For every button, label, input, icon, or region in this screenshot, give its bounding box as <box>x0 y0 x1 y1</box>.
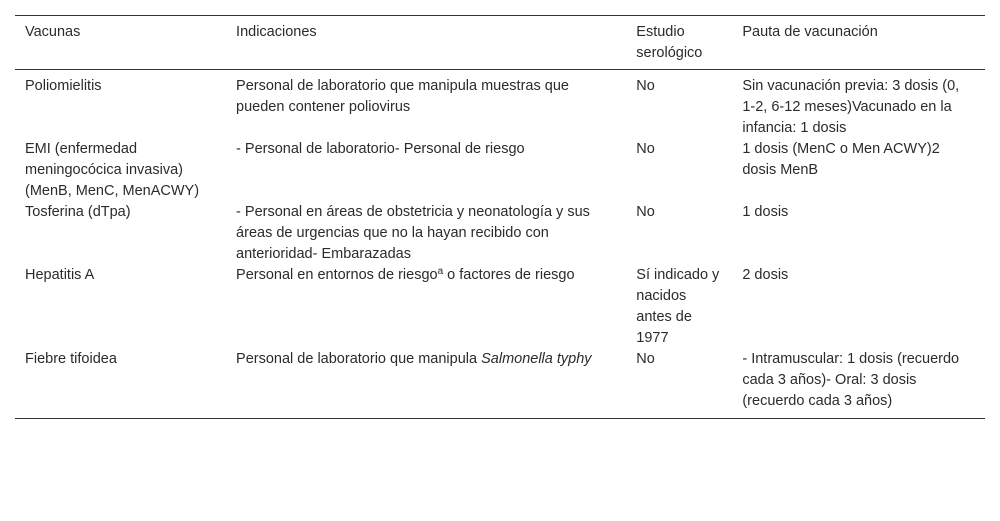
cell-serology: No <box>636 351 655 367</box>
header-serology: Estudio serológico <box>636 24 703 61</box>
header-schedule: Pauta de vacunación <box>742 24 878 40</box>
cell-schedule: 2 dosis <box>742 267 789 283</box>
cell-vaccine: Poliomielitis <box>25 78 102 94</box>
vaccination-table <box>15 15 985 419</box>
cell-indications <box>226 265 626 349</box>
table-row <box>15 70 985 140</box>
table-row <box>15 349 985 419</box>
cell-indications: Personal de laboratorio que manipula muestras que pueden contener poliovirus <box>236 78 569 115</box>
cell-schedule: - Intramuscular: 1 dosis (recuerdo cada 3 años)- Oral: 3 dosis (recuerdo cada 3 años) <box>742 351 960 409</box>
cell-indications: - Personal en áreas de obstetricia y neonatología y sus áreas de urgencias que no la hayan recibido con anterioridad- Embarazadas <box>236 204 590 262</box>
indications-text: Personal de laboratorio que manipula <box>236 351 482 367</box>
table-row <box>15 202 985 265</box>
cell-schedule: Sin vacunación previa: 3 dosis (0, 1-2, 6-12 meses)Vacunado en la infancia: 1 dosis <box>742 78 960 136</box>
header-vaccines: Vacunas <box>25 24 81 40</box>
cell-schedule: 1 dosis <box>742 204 789 220</box>
cell-schedule: 1 dosis (MenC o Men ACWY)2 dosis MenB <box>742 141 940 178</box>
cell-vaccine: Hepatitis A <box>25 267 95 283</box>
cell-vaccine: Tosferina (dTpa) <box>25 204 131 220</box>
footnote-marker: a <box>437 266 444 277</box>
table-header-row <box>15 16 985 70</box>
cell-vaccine: Fiebre tifoidea <box>25 351 117 367</box>
cell-vaccine: EMI (enfermedad meningocócica invasiva) (MenB, MenC, MenACWY) <box>25 141 200 199</box>
cell-indications: - Personal de laboratorio- Personal de riesgo <box>236 141 525 157</box>
cell-serology: Sí indicado y nacidos antes de 1977 <box>636 267 720 346</box>
cell-serology: No <box>636 141 655 157</box>
header-indications: Indicaciones <box>236 24 317 40</box>
table-row <box>15 139 985 202</box>
indications-text: Personal en entornos de riesgo <box>236 267 438 283</box>
cell-serology: No <box>636 78 655 94</box>
cell-serology: No <box>636 204 655 220</box>
species-name: Salmonella typhy <box>481 351 592 367</box>
table-row <box>15 265 985 349</box>
cell-indications <box>226 349 626 419</box>
indications-text-cont: o factores de riesgo <box>443 267 575 283</box>
